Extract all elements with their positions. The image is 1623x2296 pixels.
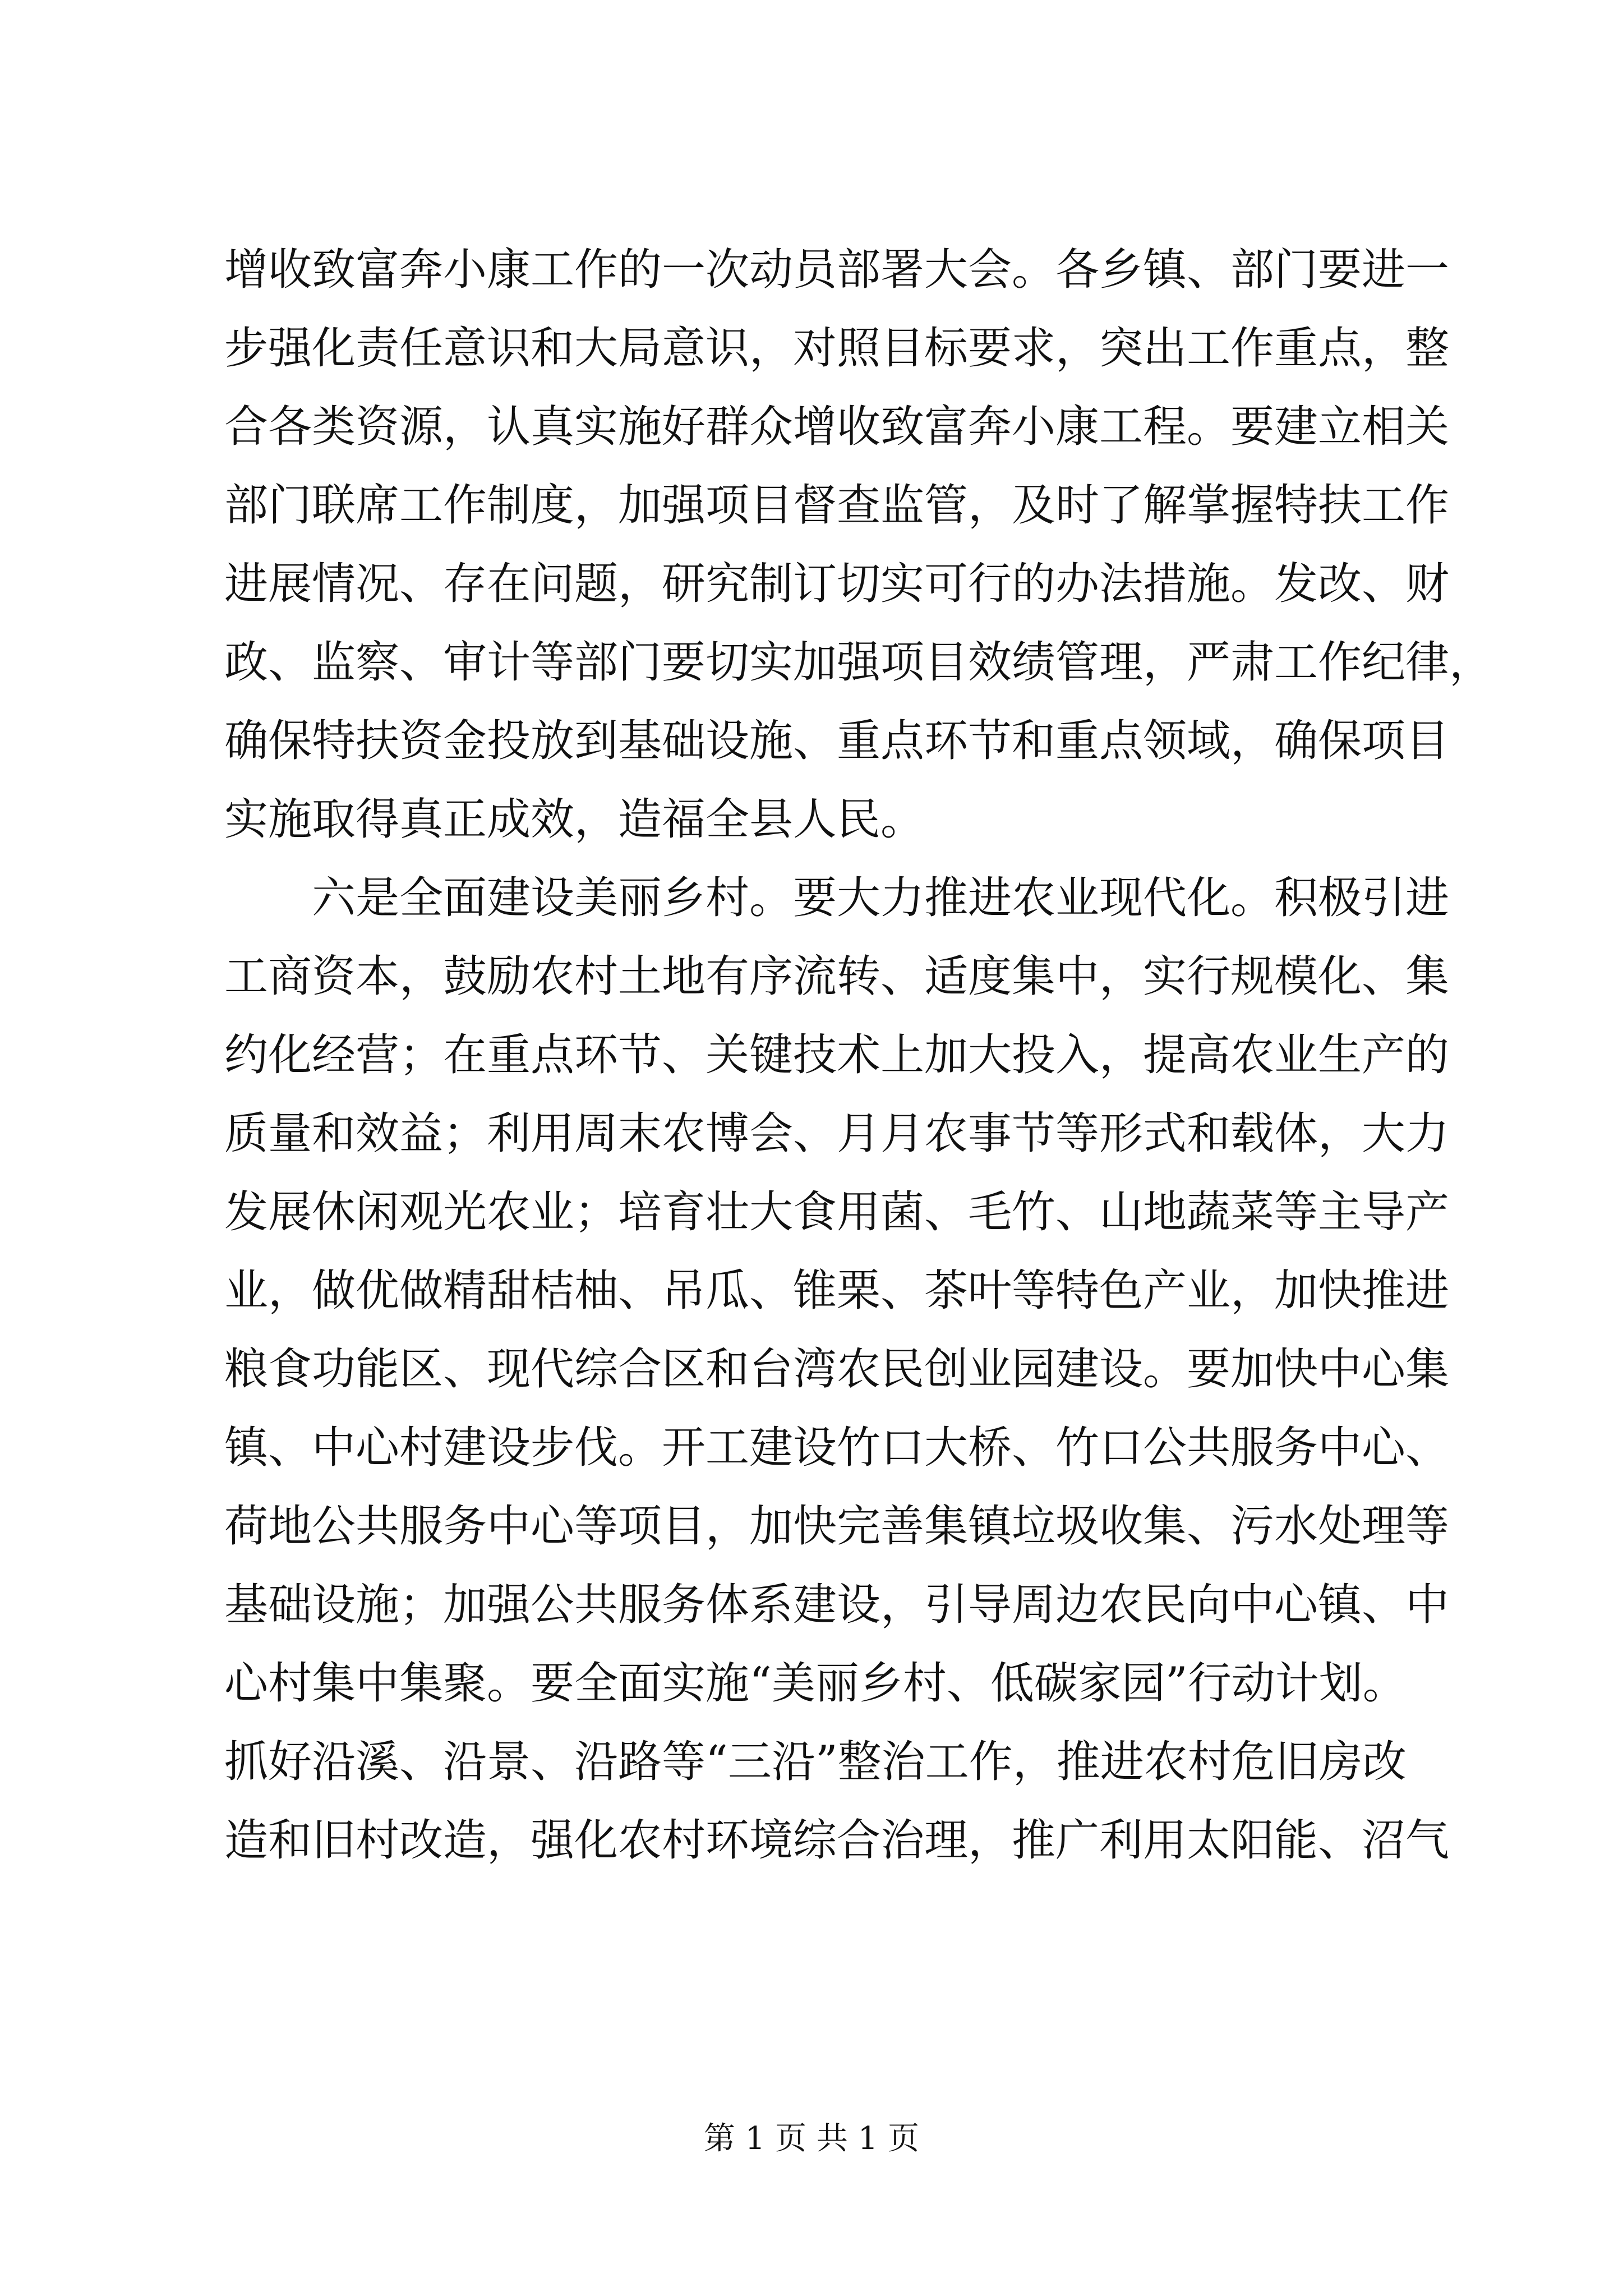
- text-line: 步强化责任意识和大局意识，对照目标要求，突出工作重点，整: [224, 323, 1450, 374]
- text-line: 发展休闲观光农业；培育壮大食用菌、毛竹、山地蔬菜等主导产: [224, 1187, 1450, 1237]
- text-line: 部门联席工作制度，加强项目督查监管，及时了解掌握特扶工作: [224, 480, 1450, 531]
- page-footer: [0, 2114, 1623, 2159]
- text-line: 合各类资源，认真实施好群众增收致富奔小康工程。要建立相关: [224, 402, 1450, 452]
- text-line: 政、监察、审计等部门要切实加强项目效绩管理，严肃工作纪律，: [224, 637, 1493, 688]
- text-line: 工商资本，鼓励农村土地有序流转、适度集中，实行规模化、集: [224, 951, 1450, 1002]
- text-line: 造和旧村改造，强化农村环境综合治理，推广利用太阳能、沼气: [224, 1815, 1450, 1866]
- page-number-label: 第 1 页 共 1 页: [703, 2120, 920, 2157]
- text-line: 实施取得真正成效，造福全县人民。: [224, 794, 925, 845]
- text-line: 心村集中集聚。要全面实施“美丽乡村、低碳家园”行动计划。: [224, 1658, 1407, 1709]
- text-line: 镇、中心村建设步伐。开工建设竹口大桥、竹口公共服务中心、: [224, 1423, 1450, 1473]
- text-line: 约化经营；在重点环节、关键技术上加大投入，提高农业生产的: [224, 1030, 1450, 1080]
- text-line: 基础设施；加强公共服务体系建设，引导周边农民向中心镇、中: [224, 1580, 1450, 1630]
- text-line: 质量和效益；利用周末农博会、月月农事节等形式和载体，大力: [224, 1108, 1450, 1159]
- text-line: 确保特扶资金投放到基础设施、重点环节和重点领域，确保项目: [224, 716, 1450, 766]
- text-line: 业，做优做精甜桔柚、吊瓜、锥栗、茶叶等特色产业，加快推进: [224, 1266, 1450, 1316]
- text-line: 抓好沿溪、沿景、沿路等“三沿”整治工作，推进农村危旧房改: [224, 1737, 1407, 1787]
- text-line: 粮食功能区、现代综合区和台湾农民创业园建设。要加快中心集: [224, 1344, 1450, 1395]
- text-line: 进展情况、存在问题，研究制订切实可行的办法措施。发改、财: [224, 559, 1450, 609]
- text-line: 增收致富奔小康工作的一次动员部署大会。各乡镇、部门要进一: [224, 245, 1450, 295]
- text-line: 六是全面建设美丽乡村。要大力推进农业现代化。积极引进: [312, 873, 1450, 923]
- text-line: 荷地公共服务中心等项目，加快完善集镇垃圾收集、污水处理等: [224, 1501, 1450, 1552]
